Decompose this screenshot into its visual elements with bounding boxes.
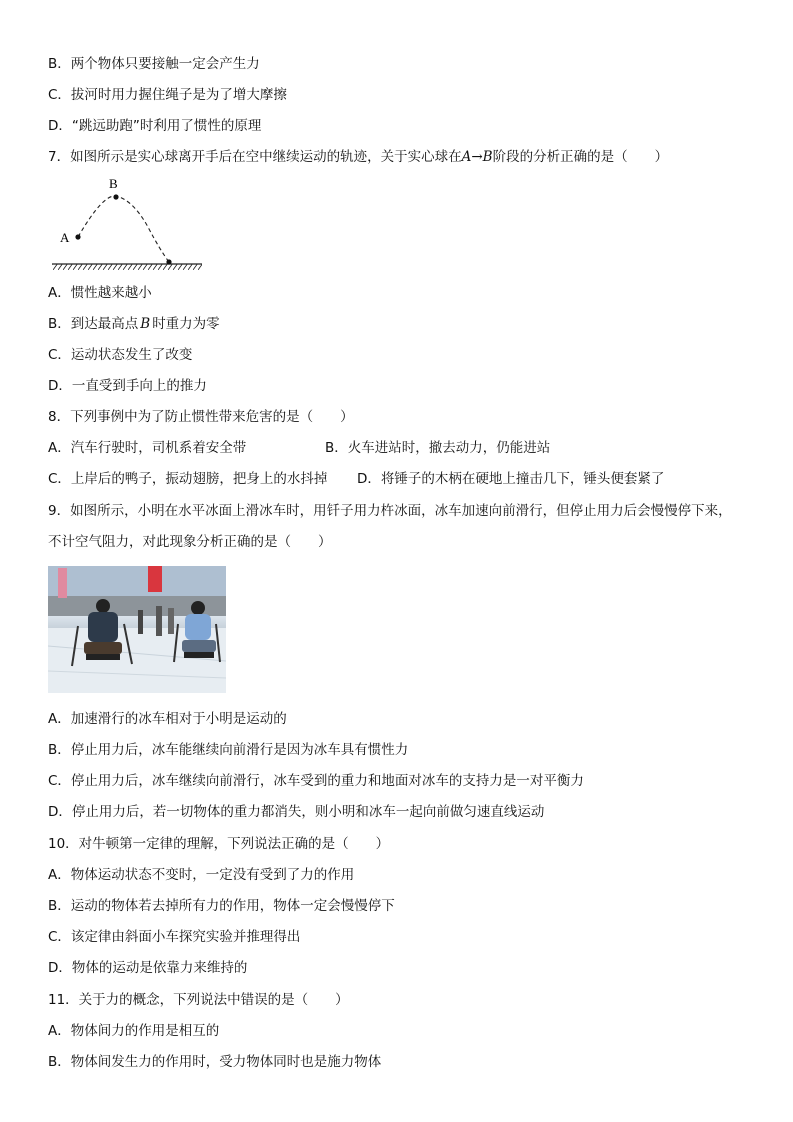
q10-option-d: D．物体的运动是依靠力来维持的	[48, 960, 248, 976]
q8-option-d: D．将锤子的木柄在硬地上撞击几下，锤头便套紧了	[357, 471, 665, 487]
q7-stem	[48, 148, 668, 166]
q9-option-c: C．停止用力后，冰车继续向前滑行，冰车受到的重力和地面对冰车的支持力是一对平衡力	[48, 773, 584, 789]
q6-option-c: C．拔河时用力握住绳子是为了增大摩擦	[48, 87, 287, 103]
ice-sled-photo-illustration	[48, 566, 226, 693]
q7-option-b-part1: B．到达最高点	[48, 316, 139, 332]
q9-option-b: B．停止用力后，冰车能继续向前滑行是因为冰车具有惯性力	[48, 742, 409, 758]
q6-option-d: D．“跳远助跑”时利用了惯性的原理	[48, 118, 262, 134]
q11-option-a: A．物体间力的作用是相互的	[48, 1023, 220, 1039]
q8-option-b: B．火车进站时，撤去动力，仍能进站	[325, 440, 551, 456]
ice-sled-photo	[48, 566, 226, 693]
q9-stem-line1: 9．如图所示，小明在水平冰面上滑冰车时，用钎子用力杵冰面，冰车加速向前滑行，但停止用力后会慢慢停下来，	[48, 503, 732, 519]
q8-stem: 8．下列事例中为了防止惯性带来危害的是（ ）	[48, 409, 354, 425]
q7-option-a: A．惯性越来越小	[48, 285, 152, 301]
q10-option-c: C．该定律由斜面小车探究实验并推理得出	[48, 929, 301, 945]
ball-trajectory	[78, 196, 169, 262]
q7-option-b	[48, 315, 220, 333]
q8-option-a: A．汽车行驶时，司机系着安全带	[48, 440, 247, 456]
q10-option-a: A．物体运动状态不变时，一定没有受到了力的作用	[48, 867, 355, 883]
q10-stem: 10．对牛顿第一定律的理解，下列说法正确的是（ ）	[48, 836, 390, 852]
q9-stem-line2: 不计空气阻力，对此现象分析正确的是（ ）	[48, 534, 332, 550]
q7-option-c: C．运动状态发生了改变	[48, 347, 193, 363]
trajectory-figure	[48, 172, 208, 272]
point-a-marker	[75, 234, 80, 239]
q8-option-c: C．上岸后的鸭子，振动翅膀，把身上的水抖掉	[48, 471, 328, 487]
q7-option-b-italic: B	[140, 316, 151, 332]
q7-stem-part1: 7．如图所示是实心球离开手后在空中继续运动的轨迹，关于实心球在	[48, 149, 462, 165]
point-a-label: A	[60, 230, 70, 245]
q7-stem-italic: A→B	[461, 149, 493, 165]
q11-option-b: B．物体间发生力的作用时，受力物体同时也是施力物体	[48, 1054, 382, 1070]
q7-stem-part2: 阶段的分析正确的是（ ）	[492, 149, 669, 165]
q9-option-a: A．加速滑行的冰车相对于小明是运动的	[48, 711, 287, 727]
q7-option-b-part2: 时重力为零	[152, 316, 220, 332]
landing-point-marker	[166, 259, 171, 264]
q7-option-d: D．一直受到手向上的推力	[48, 378, 207, 394]
q6-option-b: B．两个物体只要接触一定会产生力	[48, 56, 260, 72]
q11-stem: 11．关于力的概念，下列说法中错误的是（ ）	[48, 992, 349, 1008]
point-b-label: B	[109, 176, 118, 191]
point-b-marker	[113, 194, 118, 199]
q10-option-b: B．运动的物体若去掉所有力的作用，物体一定会慢慢停下	[48, 898, 395, 914]
ground-hatching	[52, 264, 202, 270]
q9-option-d: D．停止用力后，若一切物体的重力都消失，则小明和冰车一起向前做匀速直线运动	[48, 804, 545, 820]
